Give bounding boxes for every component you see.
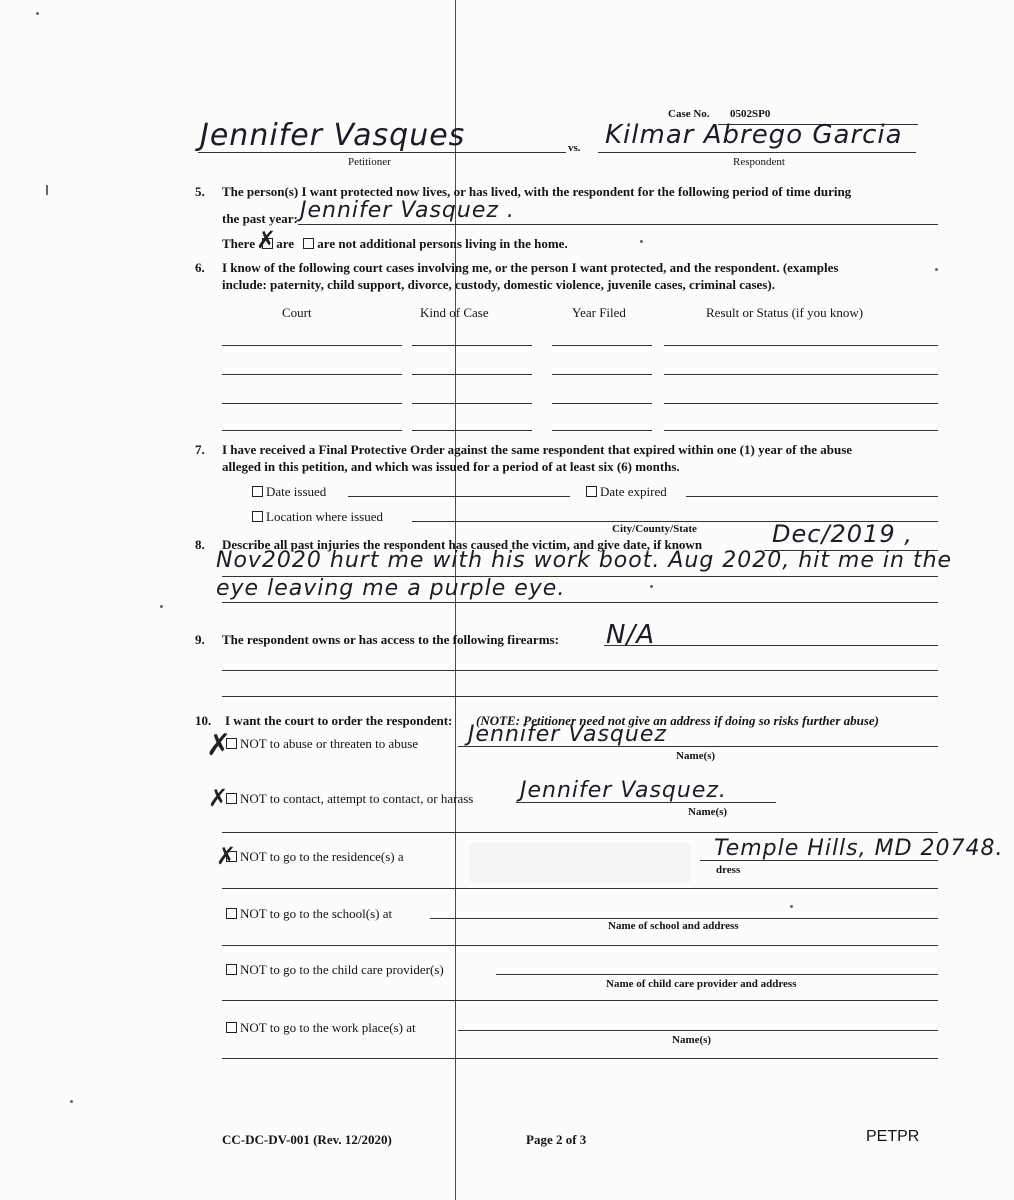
option-no-abuse [226, 736, 418, 752]
speck [160, 605, 163, 608]
no-school-label: NOT to go to the school(s) at [240, 906, 393, 921]
form-id: CC-DC-DV-001 (Rev. 12/2020) [222, 1132, 392, 1147]
no-abuse-handwritten: Jennifer Vasquez [468, 722, 667, 747]
petitioner-name-handwritten: Jennifer Vasques [200, 118, 466, 153]
respondent-label: Respondent [733, 156, 785, 168]
no-contact-caption: Name(s) [688, 806, 728, 818]
option-no-school [226, 906, 392, 922]
speck [790, 905, 793, 908]
col-year-filed: Year Filed [572, 305, 626, 320]
no-child-care-label: NOT to go to the child care provider(s) [240, 962, 444, 977]
city-county-state-caption: City/County/State [612, 523, 697, 535]
option-no-child-care [226, 962, 444, 978]
item-5-text-2: the past year: [222, 211, 298, 226]
form-code: PETPR [866, 1128, 920, 1145]
case-number: 0502SP0 [730, 108, 771, 120]
item-5-number: 5. [195, 184, 205, 199]
date-expired-checkbox[interactable] [586, 486, 597, 497]
location-field [252, 509, 383, 525]
col-kind-of-case: Kind of Case [420, 305, 489, 320]
no-school-checkbox[interactable] [226, 908, 237, 919]
date-expired-field [586, 484, 667, 500]
case-label: Case No. [668, 108, 710, 120]
are-not-text: are not additional persons living in the home. [317, 236, 568, 251]
item-6-text: I know of the following court cases involving me, or the person I want protected, and the respondent. (examples [222, 260, 839, 275]
speck [70, 1100, 73, 1103]
location-label: Location where issued [266, 509, 383, 524]
child-care-caption: Name of child care provider and address [606, 978, 797, 990]
item-8-number: 8. [195, 537, 205, 552]
item-9-number: 9. [195, 632, 205, 647]
item-10-number: 10. [195, 713, 212, 728]
speck [650, 585, 653, 588]
residence-caption: dress [716, 864, 741, 876]
x-mark-icon: ✗ [216, 842, 237, 870]
item-6-text-2: include: paternity, child support, divorce, custody, domestic violence, juvenile cases, criminal cases). [222, 277, 775, 292]
are-text: are [276, 236, 295, 251]
speck [640, 240, 643, 243]
item-9-handwritten: N/A [606, 620, 655, 650]
location-checkbox[interactable] [252, 511, 263, 522]
redacted-address [470, 843, 690, 883]
x-mark-icon: ✗ [256, 226, 277, 254]
item-7-text-2: alleged in this petition, and which was issued for a period of at least six (6) months. [222, 459, 680, 474]
there-text: There [222, 236, 255, 251]
no-abuse-caption: Name(s) [676, 750, 716, 762]
option-no-contact [226, 791, 473, 807]
item-5-handwritten: Jennifer Vasquez . [300, 198, 515, 223]
no-abuse-checkbox[interactable] [226, 738, 237, 749]
col-result-status: Result or Status (if you know) [706, 305, 864, 320]
date-issued-checkbox[interactable] [252, 486, 263, 497]
date-issued-field [252, 484, 326, 500]
col-court: Court [282, 305, 312, 320]
item-7-number: 7. [195, 442, 205, 457]
item-9-text: The respondent owns or has access to the following firearms: [222, 632, 559, 647]
item-10-text: I want the court to order the respondent: [225, 713, 453, 728]
option-no-work-place [226, 1020, 416, 1036]
petitioner-label: Petitioner [348, 156, 391, 168]
item-7-text: I have received a Final Protective Order against the same respondent that expired within one (1) year of the abuse [222, 442, 853, 457]
item-8-text: Describe all past injuries the respondent has caused the victim, and give date, if known [222, 537, 703, 552]
are-not-checkbox[interactable] [303, 238, 314, 249]
date-expired-label: Date expired [600, 484, 667, 499]
speck [935, 268, 938, 271]
page-number: Page 2 of 3 [526, 1132, 587, 1147]
school-caption: Name of school and address [608, 920, 739, 932]
speck [46, 185, 48, 195]
item-8-handwritten-1: Dec/2019 , [772, 520, 913, 548]
speck [36, 12, 39, 15]
x-mark-icon: ✗ [206, 728, 232, 763]
item-8-handwritten-2: Nov2020 hurt me with his work boot. Aug 2020, hit me in the [216, 548, 953, 573]
x-mark-icon: ✗ [208, 784, 229, 812]
no-work-place-label: NOT to go to the work place(s) at [240, 1020, 416, 1035]
no-contact-label: NOT to contact, attempt to contact, or harass [240, 791, 474, 806]
no-contact-handwritten: Jennifer Vasquez. [520, 778, 727, 803]
item-6-number: 6. [195, 260, 205, 275]
residence-handwritten: Temple Hills, MD 20748. [714, 836, 1004, 861]
no-residence-checkbox[interactable] [226, 851, 237, 862]
option-no-residence [226, 849, 404, 865]
respondent-name-handwritten: Kilmar Abrego Garcia [605, 120, 903, 150]
work-place-caption: Name(s) [672, 1034, 712, 1046]
no-residence-label: NOT to go to the residence(s) a [240, 849, 404, 864]
no-child-care-checkbox[interactable] [226, 964, 237, 975]
no-abuse-label: NOT to abuse or threaten to abuse [240, 736, 419, 751]
item-8-handwritten-3: eye leaving me a purple eye. [216, 576, 566, 601]
vs-label: vs. [568, 142, 581, 154]
date-issued-label: Date issued [266, 484, 327, 499]
no-contact-checkbox[interactable] [226, 793, 237, 804]
item-10-note: (NOTE: Petitioner need not give an address if doing so risks further abuse) [476, 713, 880, 728]
no-work-place-checkbox[interactable] [226, 1022, 237, 1033]
item-5-text: The person(s) I want protected now lives, or has lived, with the respondent for the following period of time during [222, 184, 852, 199]
